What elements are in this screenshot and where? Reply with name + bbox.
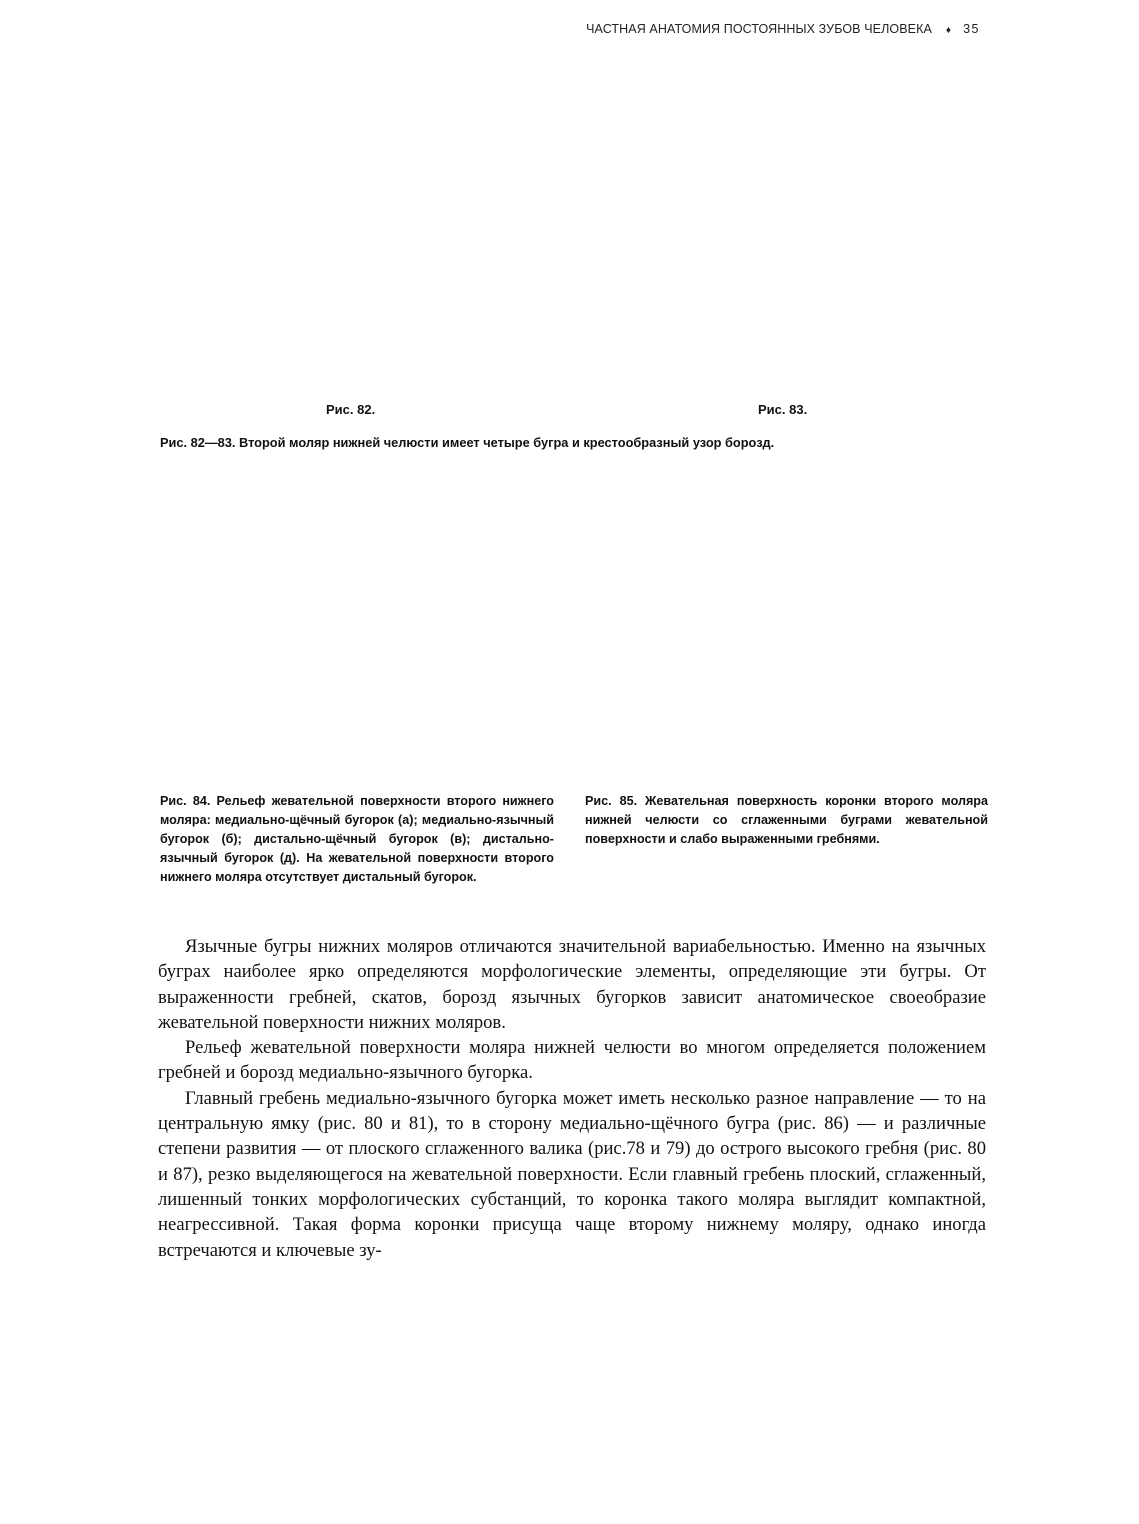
running-head [560, 22, 980, 36]
figure-84-caption: Рис. 84. Рельеф жевательной поверхности второго нижнего моляра: медиально-щёчный бугорок (а); медиально-язычный бугорок (б); дистально-щёчный бугорок (в); дистально-язычный бугорок (д). На жевательной поверхности второго нижнего моляра отсутствует дистальный бугорок. [160, 794, 554, 884]
body-text [158, 934, 986, 1263]
figure-83-image [590, 60, 990, 390]
figure-84-image [160, 470, 560, 780]
paragraph: Язычные бугры нижних моляров отличаются значительной вариабельностью. Именно на язычных буграх наиболее ярко определяются морфологические элементы, определяющие эти бугры. От выраженности гребней, скатов, борозд язычных бугорков зависит анатомическое своеобразие жевательной поверхности нижних моляров. [158, 936, 986, 1033]
paragraph: Рельеф жевательной поверхности моляра нижней челюсти во многом определяется положением гребней и борозд медиально-язычного бугорка. [158, 1037, 986, 1084]
figure-82-83-caption: Рис. 82—83. Второй моляр нижней челюсти имеет четыре бугра и крестообразный узор борозд. [160, 435, 775, 450]
page-number: 35 [963, 22, 980, 36]
running-title: ЧАСТНАЯ АНАТОМИЯ ПОСТОЯННЫХ ЗУБОВ ЧЕЛОВЕКА [586, 22, 932, 36]
figure-82-image [160, 60, 560, 390]
figure-83-label: Рис. 83. [758, 402, 808, 417]
figure-85-caption: Рис. 85. Жевательная поверхность коронки второго моляра нижней челюсти со сглаженными буграми жевательной поверхности и слабо выраженными гребнями. [585, 794, 988, 846]
figure-82-label: Рис. 82. [326, 402, 376, 417]
separator-icon: ♦ [945, 25, 952, 36]
figure-85-image [590, 470, 990, 780]
paragraph: Главный гребень медиально-язычного бугорка может иметь несколько разное направление — то на центральную ямку (рис. 80 и 81), то в сторону медиально-щёчного бугра (рис. 86) — и различные степени развития — от плоского сглаженного валика (рис.78 и 79) до острого высокого гребня (рис. 80 и 87), резко выделяющегося на жевательной поверхности. Если главный гребень плоский, сглаженный, лишенный тонких морфологических субстанций, то коронка такого моляра выглядит компактной, неагрессивной. Такая форма коронки присуща чаще второму нижнему моляру, однако иногда встречаются и ключевые зу- [158, 1087, 986, 1261]
